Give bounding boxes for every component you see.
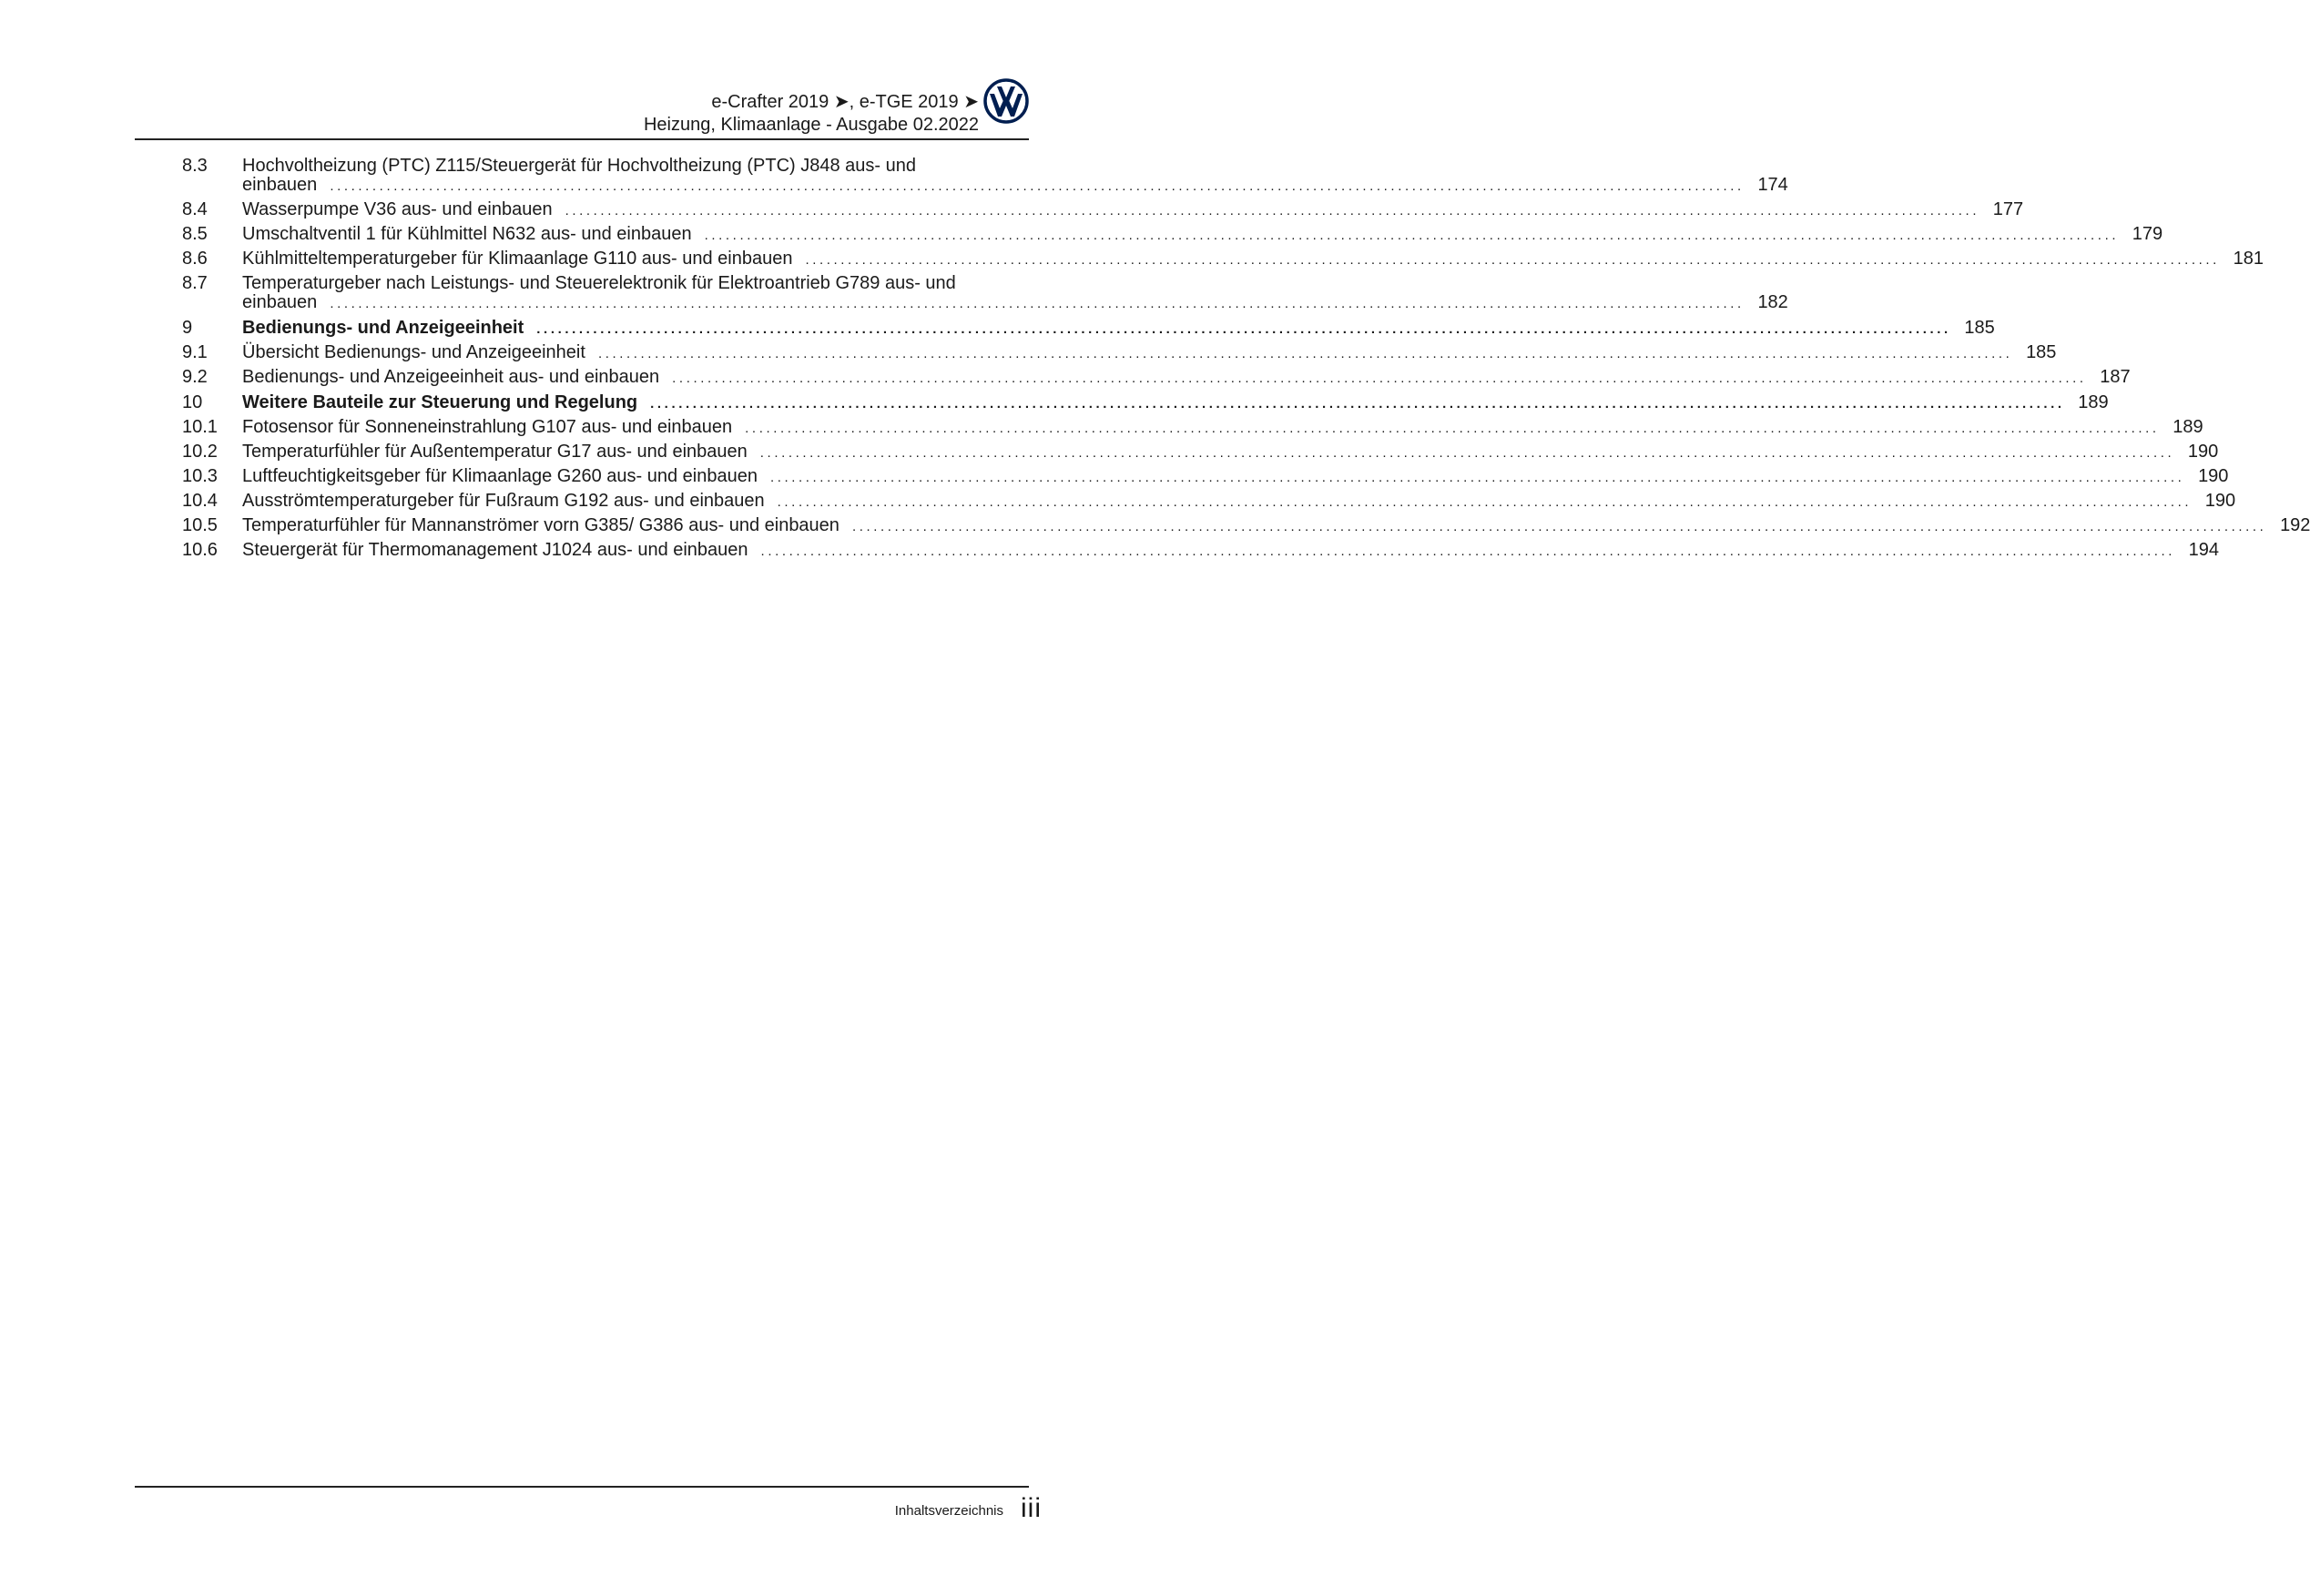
toc-dot-leader: ........................................................................................................................................................................................................ [851,519,2267,534]
footer-divider [135,1486,1029,1488]
toc-entry-title: Bedienungs- und Anzeigeeinheit [242,318,524,338]
toc-entry-page-number: 194 [2188,540,2220,560]
toc-entry-title: Ausströmtemperaturgeber für Fußraum G192 aus- und einbauen [242,491,765,511]
toc-entry-page-number: 185 [1964,318,1995,338]
table-of-contents [182,156,2310,565]
toc-dot-leader: ........................................................................................................................................................................................................ [565,203,1980,219]
toc-entry[interactable] [182,466,2229,487]
toc-entry-title: einbauen [242,175,318,195]
toc-entry-number: 10.6 [182,540,218,560]
header-vehicle-line: e-Crafter 2019 ➤, e-TGE 2019 ➤ [711,92,979,112]
toc-entry-number: 9.1 [182,342,208,362]
toc-entry-page-number: 174 [1757,175,1788,195]
toc-entry-number: 10.1 [182,417,218,437]
toc-entry[interactable] [182,367,2131,388]
page-header [135,76,1029,140]
toc-dot-leader: ........................................................................................................................................................................................................ [704,228,2120,243]
toc-entry-page-number: 182 [1757,292,1788,312]
toc-entry-number: 9 [182,318,193,338]
toc-entry-number: 8.7 [182,273,208,293]
toc-entry-number: 10.4 [182,491,218,511]
toc-entry-number: 10.3 [182,466,218,486]
toc-entry-page-number: 189 [2078,392,2109,412]
toc-entry[interactable] [182,342,2057,363]
toc-dot-leader: ........................................................................................................................................................................................................ [805,252,2220,268]
toc-entry-title: Übersicht Bedienungs- und Anzeigeeinheit [242,342,585,362]
toc-entry-title: Kühlmitteltemperaturgeber für Klimaanlage G110 aus- und einbauen [242,249,793,269]
toc-entry-title: Temperaturfühler für Mannanströmer vorn G385/ G386 aus- und einbauen [242,515,840,535]
footer-section-label: Inhaltsverzeichnis [894,1503,1003,1519]
toc-dot-leader: ........................................................................................................................................................................................................ [777,494,2193,510]
toc-dot-leader: ........................................................................................................................................................................................................ [650,396,2065,412]
toc-dot-leader: ........................................................................................................................................................................................................ [597,346,2013,361]
toc-entry[interactable] [182,491,2236,512]
toc-dot-leader: ........................................................................................................................................................................................................ [760,544,2176,559]
footer-page-number: iii [1021,1493,1042,1523]
vw-logo-icon [983,78,1029,124]
toc-entry-page-number: 187 [2100,367,2131,387]
header-manual-line: Heizung, Klimaanlage - Ausgabe 02.2022 [643,115,979,135]
toc-entry[interactable] [182,199,2024,220]
toc-entry[interactable] [182,515,2310,536]
toc-entry-page-number: 189 [2173,417,2203,437]
toc-entry-page-number: 192 [2280,515,2310,535]
toc-entry[interactable] [182,249,2264,269]
toc-entry-page-number: 190 [2198,466,2229,486]
toc-entry-number: 8.6 [182,249,208,269]
toc-entry[interactable] [182,540,2220,561]
toc-entry-page-number: 190 [2204,491,2236,511]
toc-entry-title: Temperaturfühler für Außentemperatur G17 aus- und einbauen [242,442,748,462]
toc-entry-number: 8.3 [182,156,208,176]
toc-entry-title-line: Hochvoltheizung (PTC) Z115/Steuergerät für Hochvoltheizung (PTC) J848 aus- und [242,156,916,176]
toc-chapter-entry[interactable] [182,392,2109,413]
toc-entry-title: Luftfeuchtigkeitsgeber für Klimaanlage G260 aus- und einbauen [242,466,758,486]
toc-entry-number: 10.5 [182,515,218,535]
toc-entry-page-number: 190 [2187,442,2219,462]
toc-dot-leader: ........................................................................................................................................................................................................ [672,371,2087,386]
toc-entry-title: Steuergerät für Thermomanagement J1024 aus- und einbauen [242,540,748,560]
toc-entry[interactable] [182,224,2163,245]
toc-entry-number: 9.2 [182,367,208,387]
toc-entry-title: einbauen [242,292,318,312]
toc-entry-title: Fotosensor für Sonneneinstrahlung G107 aus- und einbauen [242,417,733,437]
toc-entry-page-number: 185 [2026,342,2057,362]
toc-entry[interactable] [182,273,1788,313]
toc-dot-leader: ........................................................................................................................................................................................................ [745,421,2160,436]
toc-entry-title-line: Temperaturgeber nach Leistungs- und Steuerelektronik für Elektroantrieb G789 aus- und [242,273,956,293]
toc-entry-page-number: 179 [2132,224,2163,244]
toc-entry-title: Bedienungs- und Anzeigeeinheit aus- und einbauen [242,367,660,387]
toc-chapter-entry[interactable] [182,318,1995,339]
toc-entry-page-number: 177 [1992,199,2024,219]
toc-entry[interactable] [182,417,2203,438]
toc-entry[interactable] [182,442,2219,463]
header-title-block [644,91,979,137]
toc-entry-title: Wasserpumpe V36 aus- und einbauen [242,199,553,219]
toc-dot-leader: ........................................................................................................................................................................................................ [769,470,2185,485]
toc-dot-leader: ........................................................................................................................................................................................................ [536,321,1951,337]
toc-dot-leader: ........................................................................................................................................................................................................ [330,296,1745,311]
toc-entry[interactable] [182,156,1788,196]
toc-entry-number: 10.2 [182,442,218,462]
toc-entry-title: Weitere Bauteile zur Steuerung und Regelung [242,392,638,412]
toc-entry-number: 10 [182,392,203,412]
toc-dot-leader: ........................................................................................................................................................................................................ [330,178,1745,194]
toc-entry-number: 8.5 [182,224,208,244]
toc-entry-page-number: 181 [2233,249,2264,269]
toc-dot-leader: ........................................................................................................................................................................................................ [759,445,2175,461]
toc-entry-number: 8.4 [182,199,208,219]
toc-entry-title: Umschaltventil 1 für Kühlmittel N632 aus- und einbauen [242,224,692,244]
